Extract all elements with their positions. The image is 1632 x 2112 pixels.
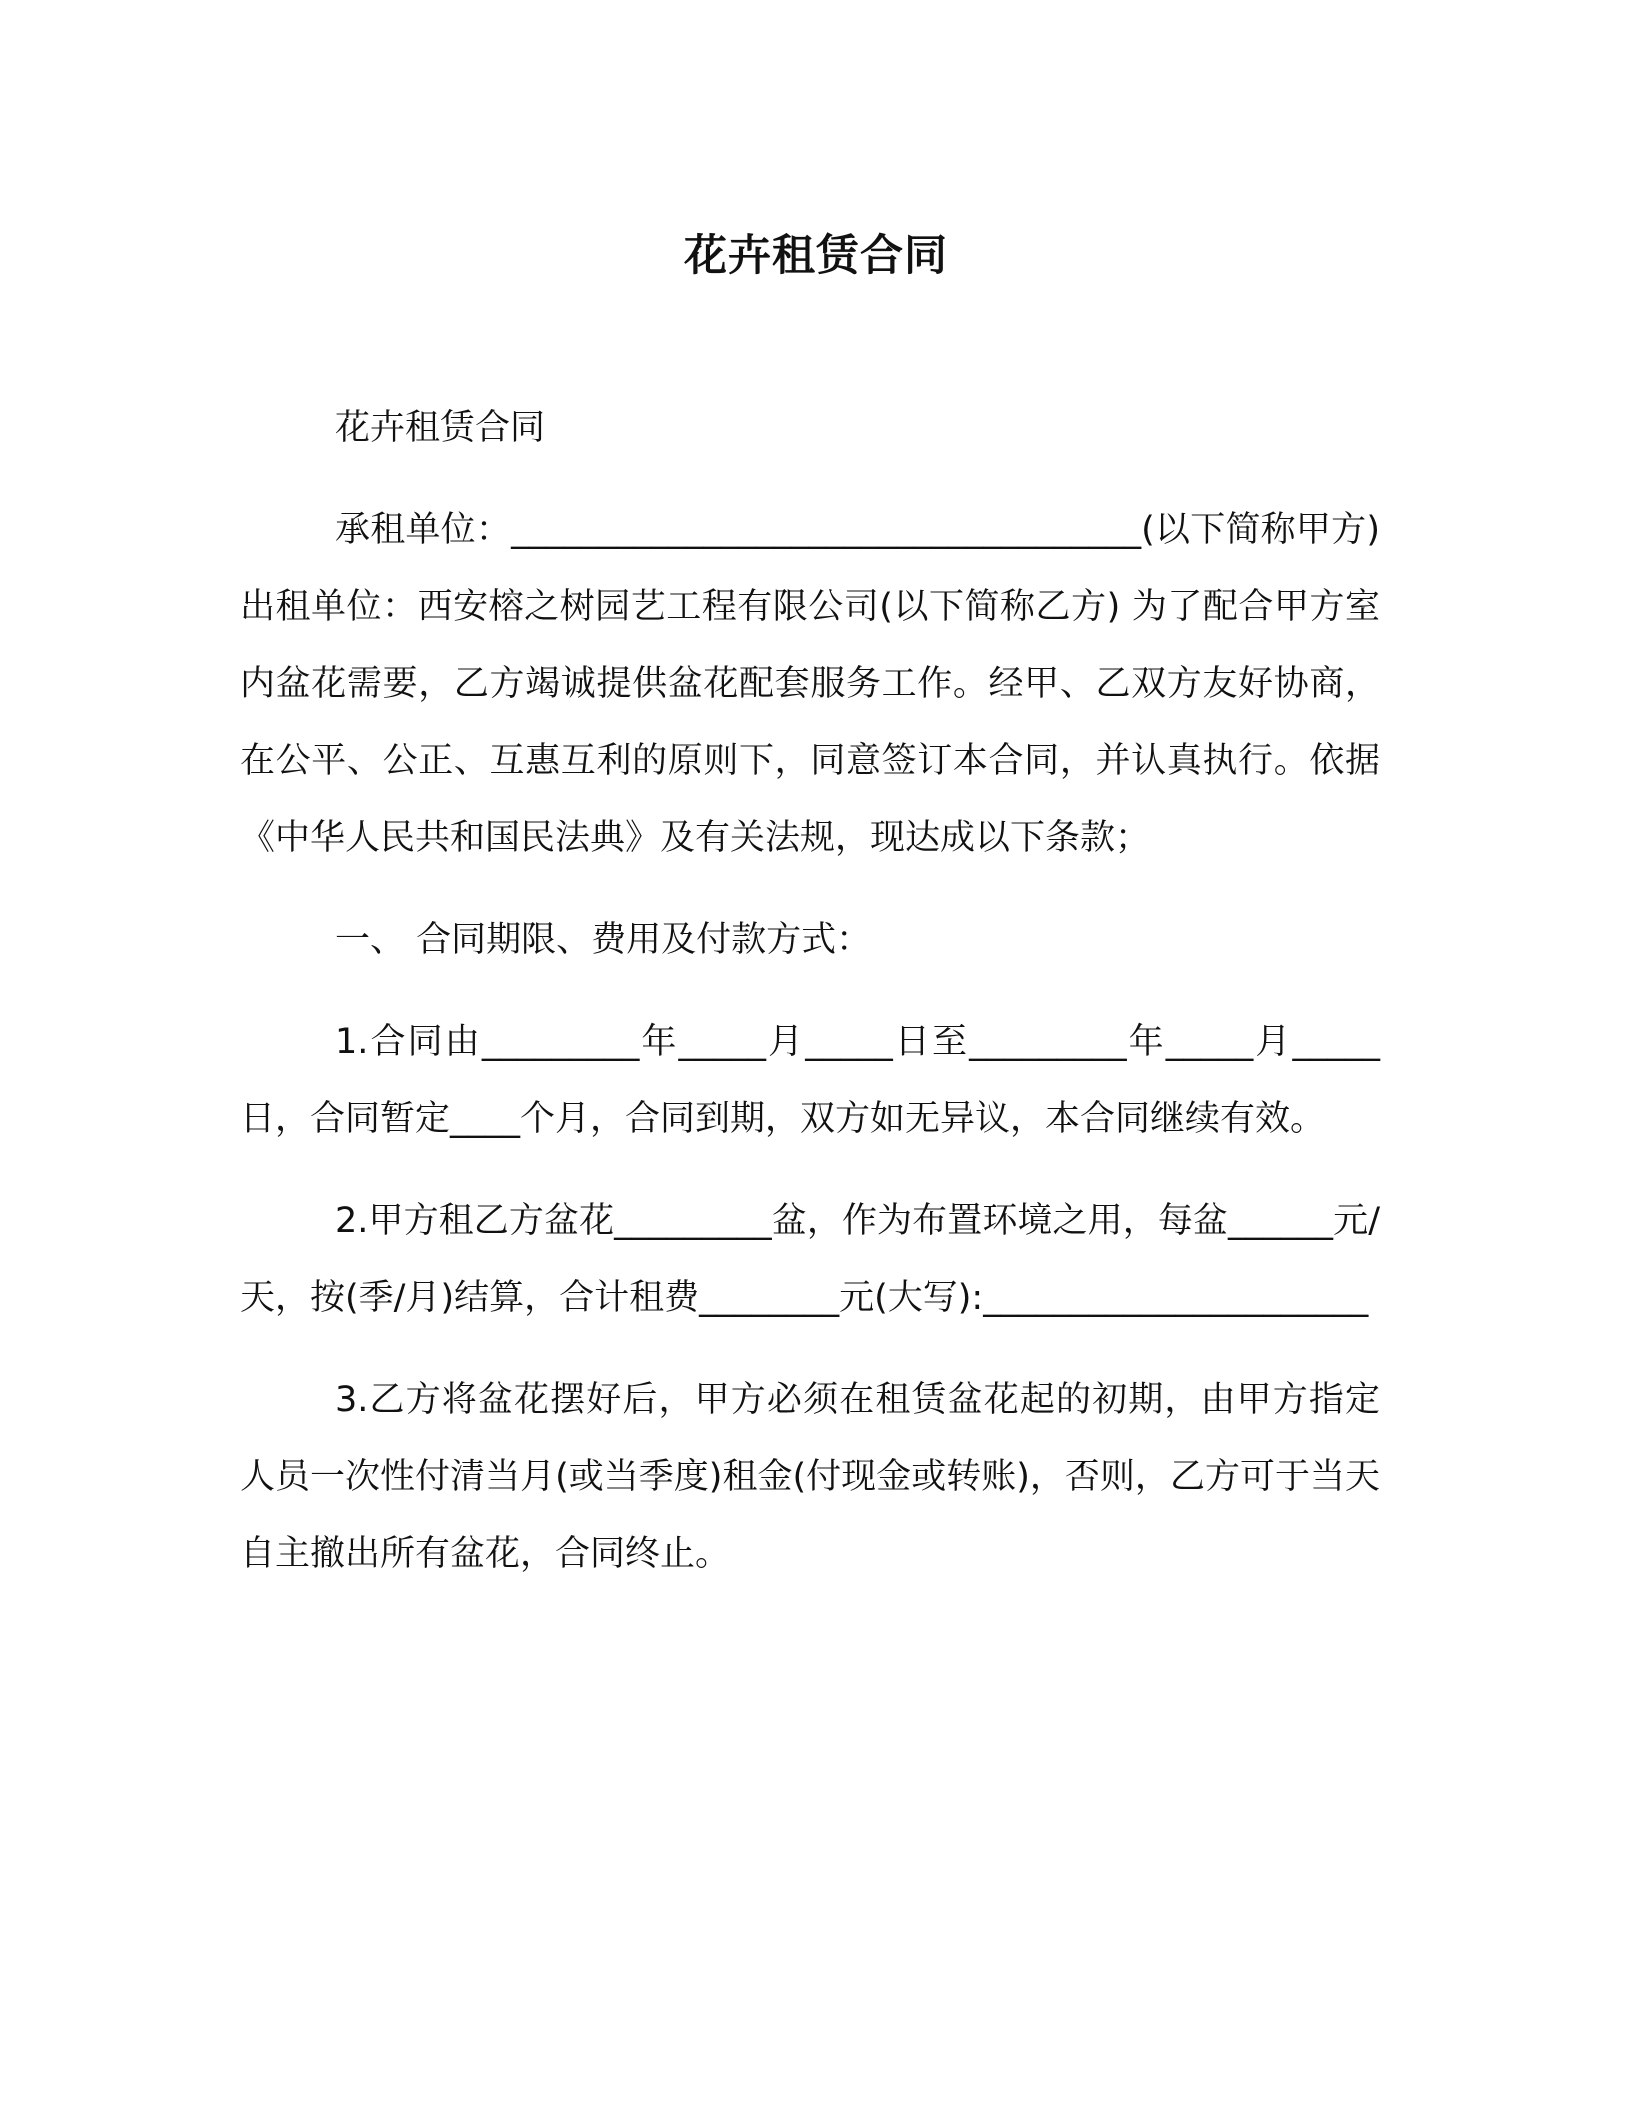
clause-3: 3.乙方将盆花摆好后，甲方必须在租赁盆花起的初期，由甲方指定人员一次性付清当月(或当季度)租金(付现金或转账)，否则，乙方可于当天自主撤出所有盆花，合同终止。 bbox=[240, 1380, 1380, 1574]
clause-1: 1.合同由_________年_____月_____日至_________年_____月_____日，合同暂定____个月，合同到期，双方如无异议，本合同继续有效。 bbox=[240, 1022, 1380, 1139]
document-title: 花卉租赁合同 bbox=[684, 231, 948, 281]
section-heading: 一、 合同期限、费用及付款方式： bbox=[335, 920, 872, 960]
subtitle-paragraph: 花卉租赁合同 bbox=[335, 408, 546, 448]
clause-2: 2.甲方租乙方盆花_________盆，作为布置环境之用，每盆______元/天，按(季/月)结算，合计租费________元(大写):______________________ bbox=[240, 1201, 1380, 1318]
intro-paragraph: 承租单位：____________________________________(以下简称甲方) 出租单位：西安榕之树园艺工程有限公司(以下简称乙方) 为了配合甲方室内盆花需要，乙方竭诚提供盆花配套服务工作。经甲、乙双方友好协商，在公平、公正、互惠互利的原则下，同意签订本合同，并认真执行。依据《中华人民共和国民法典》及有关法规，现达成以下条款； bbox=[240, 510, 1380, 858]
document-body bbox=[240, 390, 1380, 1618]
